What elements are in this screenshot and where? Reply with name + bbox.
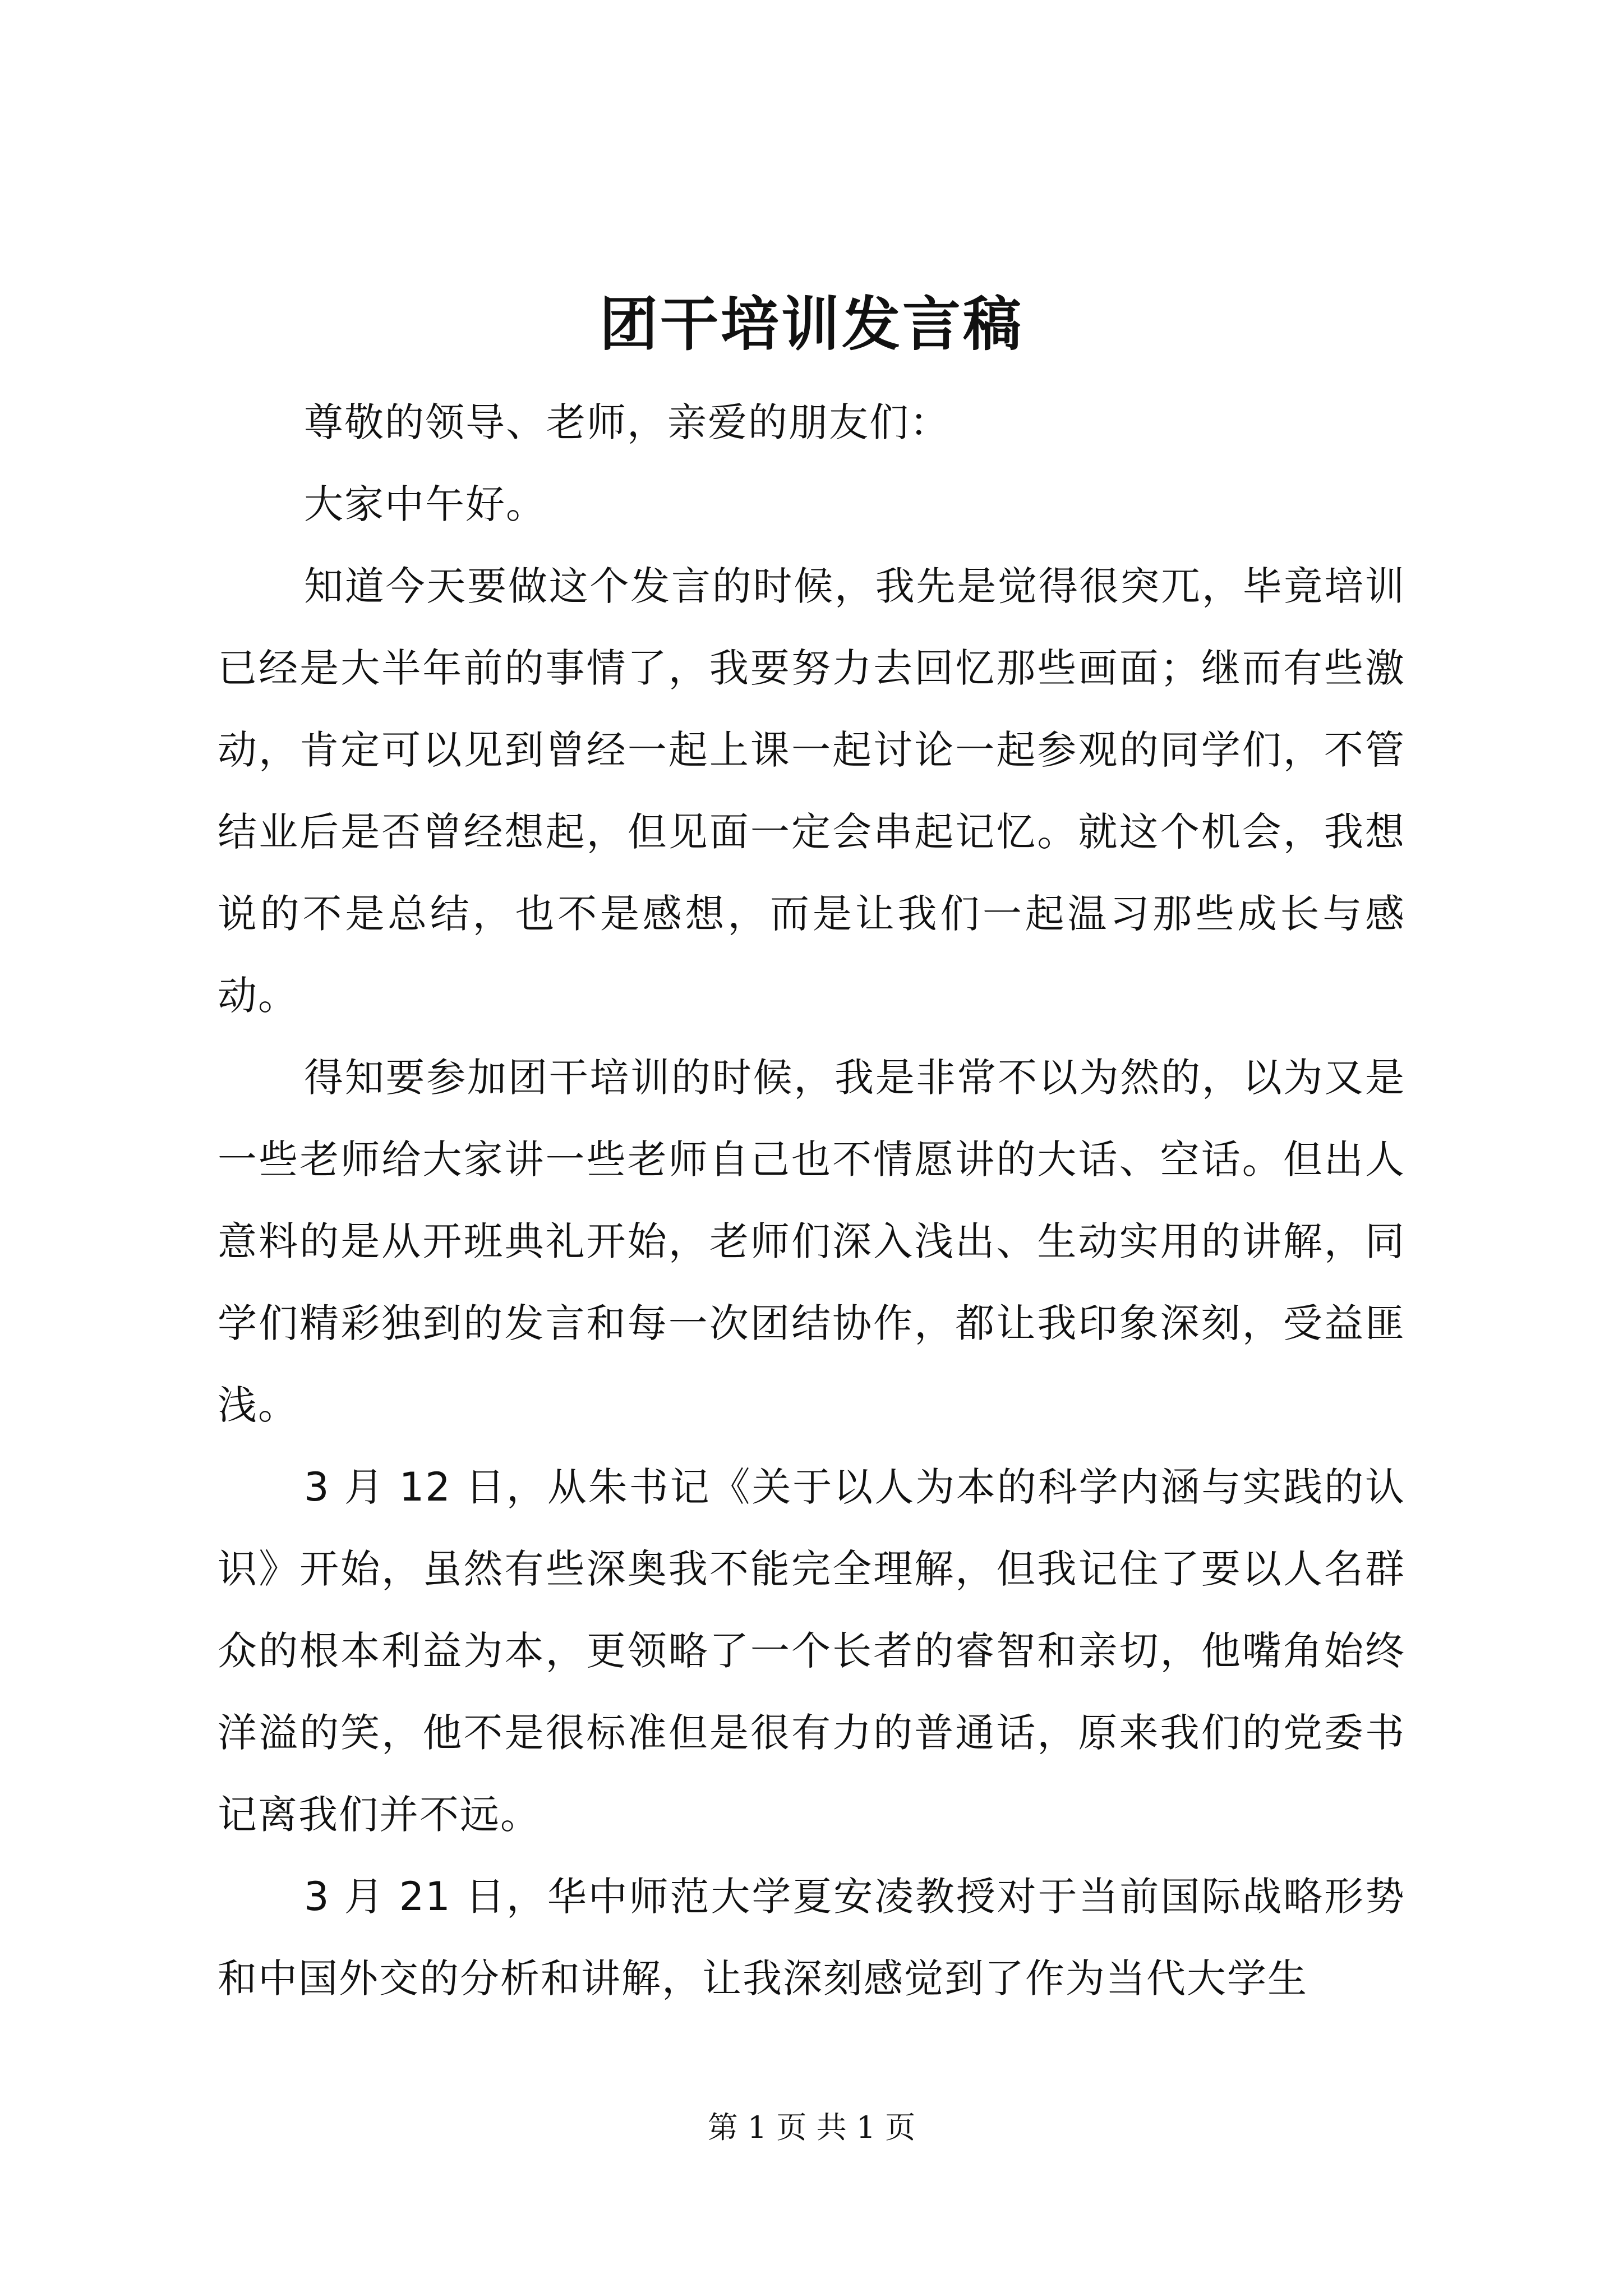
document-title: 团干培训发言稿 xyxy=(599,289,1023,358)
document-body xyxy=(218,381,1405,2019)
paragraph-greeting: 大家中午好。 xyxy=(304,481,546,527)
paragraph-training: 得知要参加团干培训的时候，我是非常不以为然的，以为又是一些老师给大家讲一些老师自己也不情愿讲的大话、空话。但出人意料的是从开班典礼开始，老师们深入浅出、生动实用的讲解，同学们精彩独到的发言和每一次团结协作，都让我印象深刻，受益匪浅。 xyxy=(218,1055,1405,1428)
page-footer: 第 1 页 共 1 页 xyxy=(707,2110,916,2145)
paragraph-march-21: 3 月 21 日，华中师范大学夏安凌教授对于当前国际战略形势和中国外交的分析和讲解，让我深刻感觉到了作为当代大学生 xyxy=(218,1874,1405,2001)
paragraph-march-12: 3 月 12 日，从朱书记《关于以人为本的科学内涵与实践的认识》开始，虽然有些深奥我不能完全理解，但我记住了要以人名群众的根本利益为本，更领略了一个长者的睿智和亲切，他嘴角始终洋溢的笑，他不是很标准但是很有力的普通话，原来我们的党委书记离我们并不远。 xyxy=(218,1464,1405,1838)
paragraph-salutation: 尊敬的领导、老师，亲爱的朋友们： xyxy=(304,399,950,445)
paragraph-intro: 知道今天要做这个发言的时候，我先是觉得很突兀，毕竟培训已经是大半年前的事情了，我要努力去回忆那些画面；继而有些激动，肯定可以见到曾经一起上课一起讨论一起参观的同学们，不管结业后是否曾经想起，但见面一定会串起记忆。就这个机会，我想说的不是总结，也不是感想，而是让我们一起温习那些成长与感动。 xyxy=(218,563,1405,1019)
